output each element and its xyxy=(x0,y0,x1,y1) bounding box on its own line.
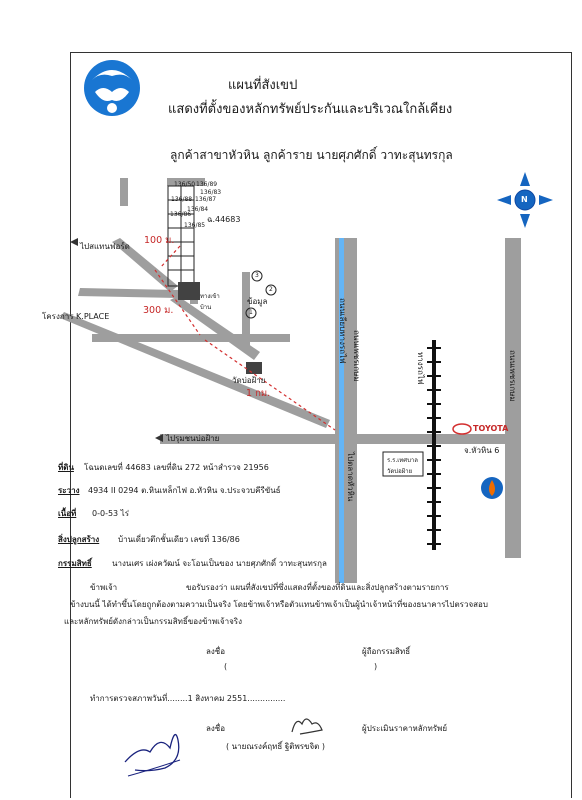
main-road-bottom-label: ไปตลาดหัวหิน xyxy=(346,452,355,502)
area-value: 0-0-53 ไร่ xyxy=(92,509,129,518)
doc-title: แผนที่สังเขป xyxy=(228,78,298,93)
house-no-1: 136/50 xyxy=(174,181,196,188)
school-label: ร.ร.เทศบาล xyxy=(387,457,418,464)
entrance-label: ทางเข้า xyxy=(200,293,220,300)
road-left-label: ไปสแทนฟอร์ด xyxy=(80,242,130,251)
marker-3: 3 xyxy=(255,272,259,279)
canal-strip xyxy=(339,238,344,583)
toyota-logo-icon xyxy=(453,424,471,434)
gas-station-icon xyxy=(481,477,503,499)
house-no-4: 136/87 xyxy=(195,196,217,203)
main-road-label: ถนนเพชรเกษม xyxy=(352,330,361,382)
land-label: ที่ดิน xyxy=(58,463,74,472)
toyota-branch: จ.หัวหิน 6 xyxy=(464,446,500,455)
paren-open: ( xyxy=(224,662,228,671)
building-label: สิ่งปลูกสร้าง xyxy=(58,535,100,544)
paren-close: ) xyxy=(374,662,378,671)
wat-building xyxy=(246,362,262,374)
area-label: เนื้อที่ xyxy=(58,509,77,518)
sign-label: ลงชื่อ xyxy=(206,647,226,656)
house-no-5: 136/86 xyxy=(170,211,192,218)
owner-value: นางนเศร เผ่งควัฒน์ จะโอนเป็นของ นายศุภศักดิ์ วาทะสุนทรกุล xyxy=(112,559,327,568)
doc-subtitle: แสดงที่ตั้งของหลักทรัพย์ประกันและบริเวณใกล้เคียง xyxy=(168,102,453,117)
school-label-2: วัดบ่อฝ้าย xyxy=(387,468,413,475)
appraiser-name: ( นายณรงค์ฤทธิ์ ฐิติพรขจิต ) xyxy=(226,742,326,751)
compass-n: N xyxy=(521,195,528,204)
owner-label: กรรมสิทธิ์ xyxy=(58,559,92,568)
dist-1km: 1 กม. xyxy=(246,388,271,399)
main-road-top-label: ถนนเลียบทางรถไฟ xyxy=(338,298,347,364)
signature-appraiser xyxy=(292,719,322,734)
wat-label: วัดบ่อฝ้าย xyxy=(232,376,266,385)
house-no-6: 136/85 xyxy=(184,222,206,229)
building-value: บ้านเดี่ยวตึกชั้นเดียว เลขที่ 136/86 xyxy=(118,535,240,544)
railway-label: ทางรถไฟ xyxy=(416,352,425,385)
customer-line: ลูกค้าสาขาหัวหิน ลูกค้าราย นายศุภศักดิ์ วาทะสุนทรกุล xyxy=(170,148,453,162)
marker-1: 1 xyxy=(249,309,253,316)
inspection-date: ทำการตรวจสภาพวันที่........1 สิงหาคม 2551............... xyxy=(90,694,286,703)
kplace-label: โครงการ K.PLACE xyxy=(42,312,110,321)
house-no-8: 136/83 xyxy=(200,189,222,196)
marker-2: 2 xyxy=(269,286,273,293)
land-value: โฉนดเลขที่ 44683 เลขที่ดิน 272 หน้าสำรวจ 21956 xyxy=(84,463,269,472)
cert-line-1a: ข้าพเจ้า xyxy=(90,583,118,592)
house-no-2: 136/89 xyxy=(196,181,218,188)
arrow-left-icon xyxy=(155,434,163,442)
house-no-7: 136/84 xyxy=(187,206,209,213)
dist-100: 100 ม. xyxy=(144,235,175,246)
cert-line-2: ข้างบนนี้ ได้ทำขึ้นโดยถูกต้องตามความเป็นจริง โดยข้าพเจ้าหรือตัวแทนข้าพเจ้าเป็นผู้นำเจ้าหน้าที่ของธนาคารไปตรวจสอบ xyxy=(70,600,488,609)
road-network xyxy=(60,178,521,583)
cert-line-1b: ขอรับรองว่า แผนที่สังเขปที่ซึ่งแสดงที่ตั้งของที่ดินและสิ่งปลูกสร้างตามรายการ xyxy=(186,583,449,592)
zone-label: ระวาง xyxy=(58,486,80,495)
entrance-label-2: บ้าน xyxy=(200,304,212,311)
toyota-label: TOYOTA xyxy=(473,424,509,433)
cert-line-3: และหลักทรัพย์ดังกล่าวเป็นกรรมสิทธิ์ของข้าพเจ้าจริง xyxy=(64,617,242,626)
dist-300: 300 ม. xyxy=(143,305,174,316)
sign-label-2: ลงชื่อ xyxy=(206,724,226,733)
signature-stroke xyxy=(128,760,180,776)
zone-value: 4934 II 0294 ต.หินเหล็กไฟ อ.หัวหิน จ.ประจวบคีรีขันธ์ xyxy=(88,486,281,495)
appraiser-role: ผู้ประเมินราคาหลักทรัพย์ xyxy=(362,724,448,733)
deed-label: ฉ.44683 xyxy=(207,215,241,224)
house-no-3: 136/88 xyxy=(171,196,193,203)
owner-role: ผู้ถือกรรมสิทธิ์ xyxy=(362,647,411,656)
right-road-label: ถนนเพชรเกษม xyxy=(508,350,517,402)
road-bottom-label: ไปรุมชนบ่อฝ้าย xyxy=(166,434,220,443)
arrow-left-icon-2 xyxy=(70,238,78,246)
railway-line xyxy=(427,340,441,550)
khomoon-label: ข้อมูล xyxy=(247,297,268,306)
bank-logo xyxy=(84,60,140,116)
subject-parcel xyxy=(178,282,200,300)
signature-left xyxy=(125,735,179,771)
